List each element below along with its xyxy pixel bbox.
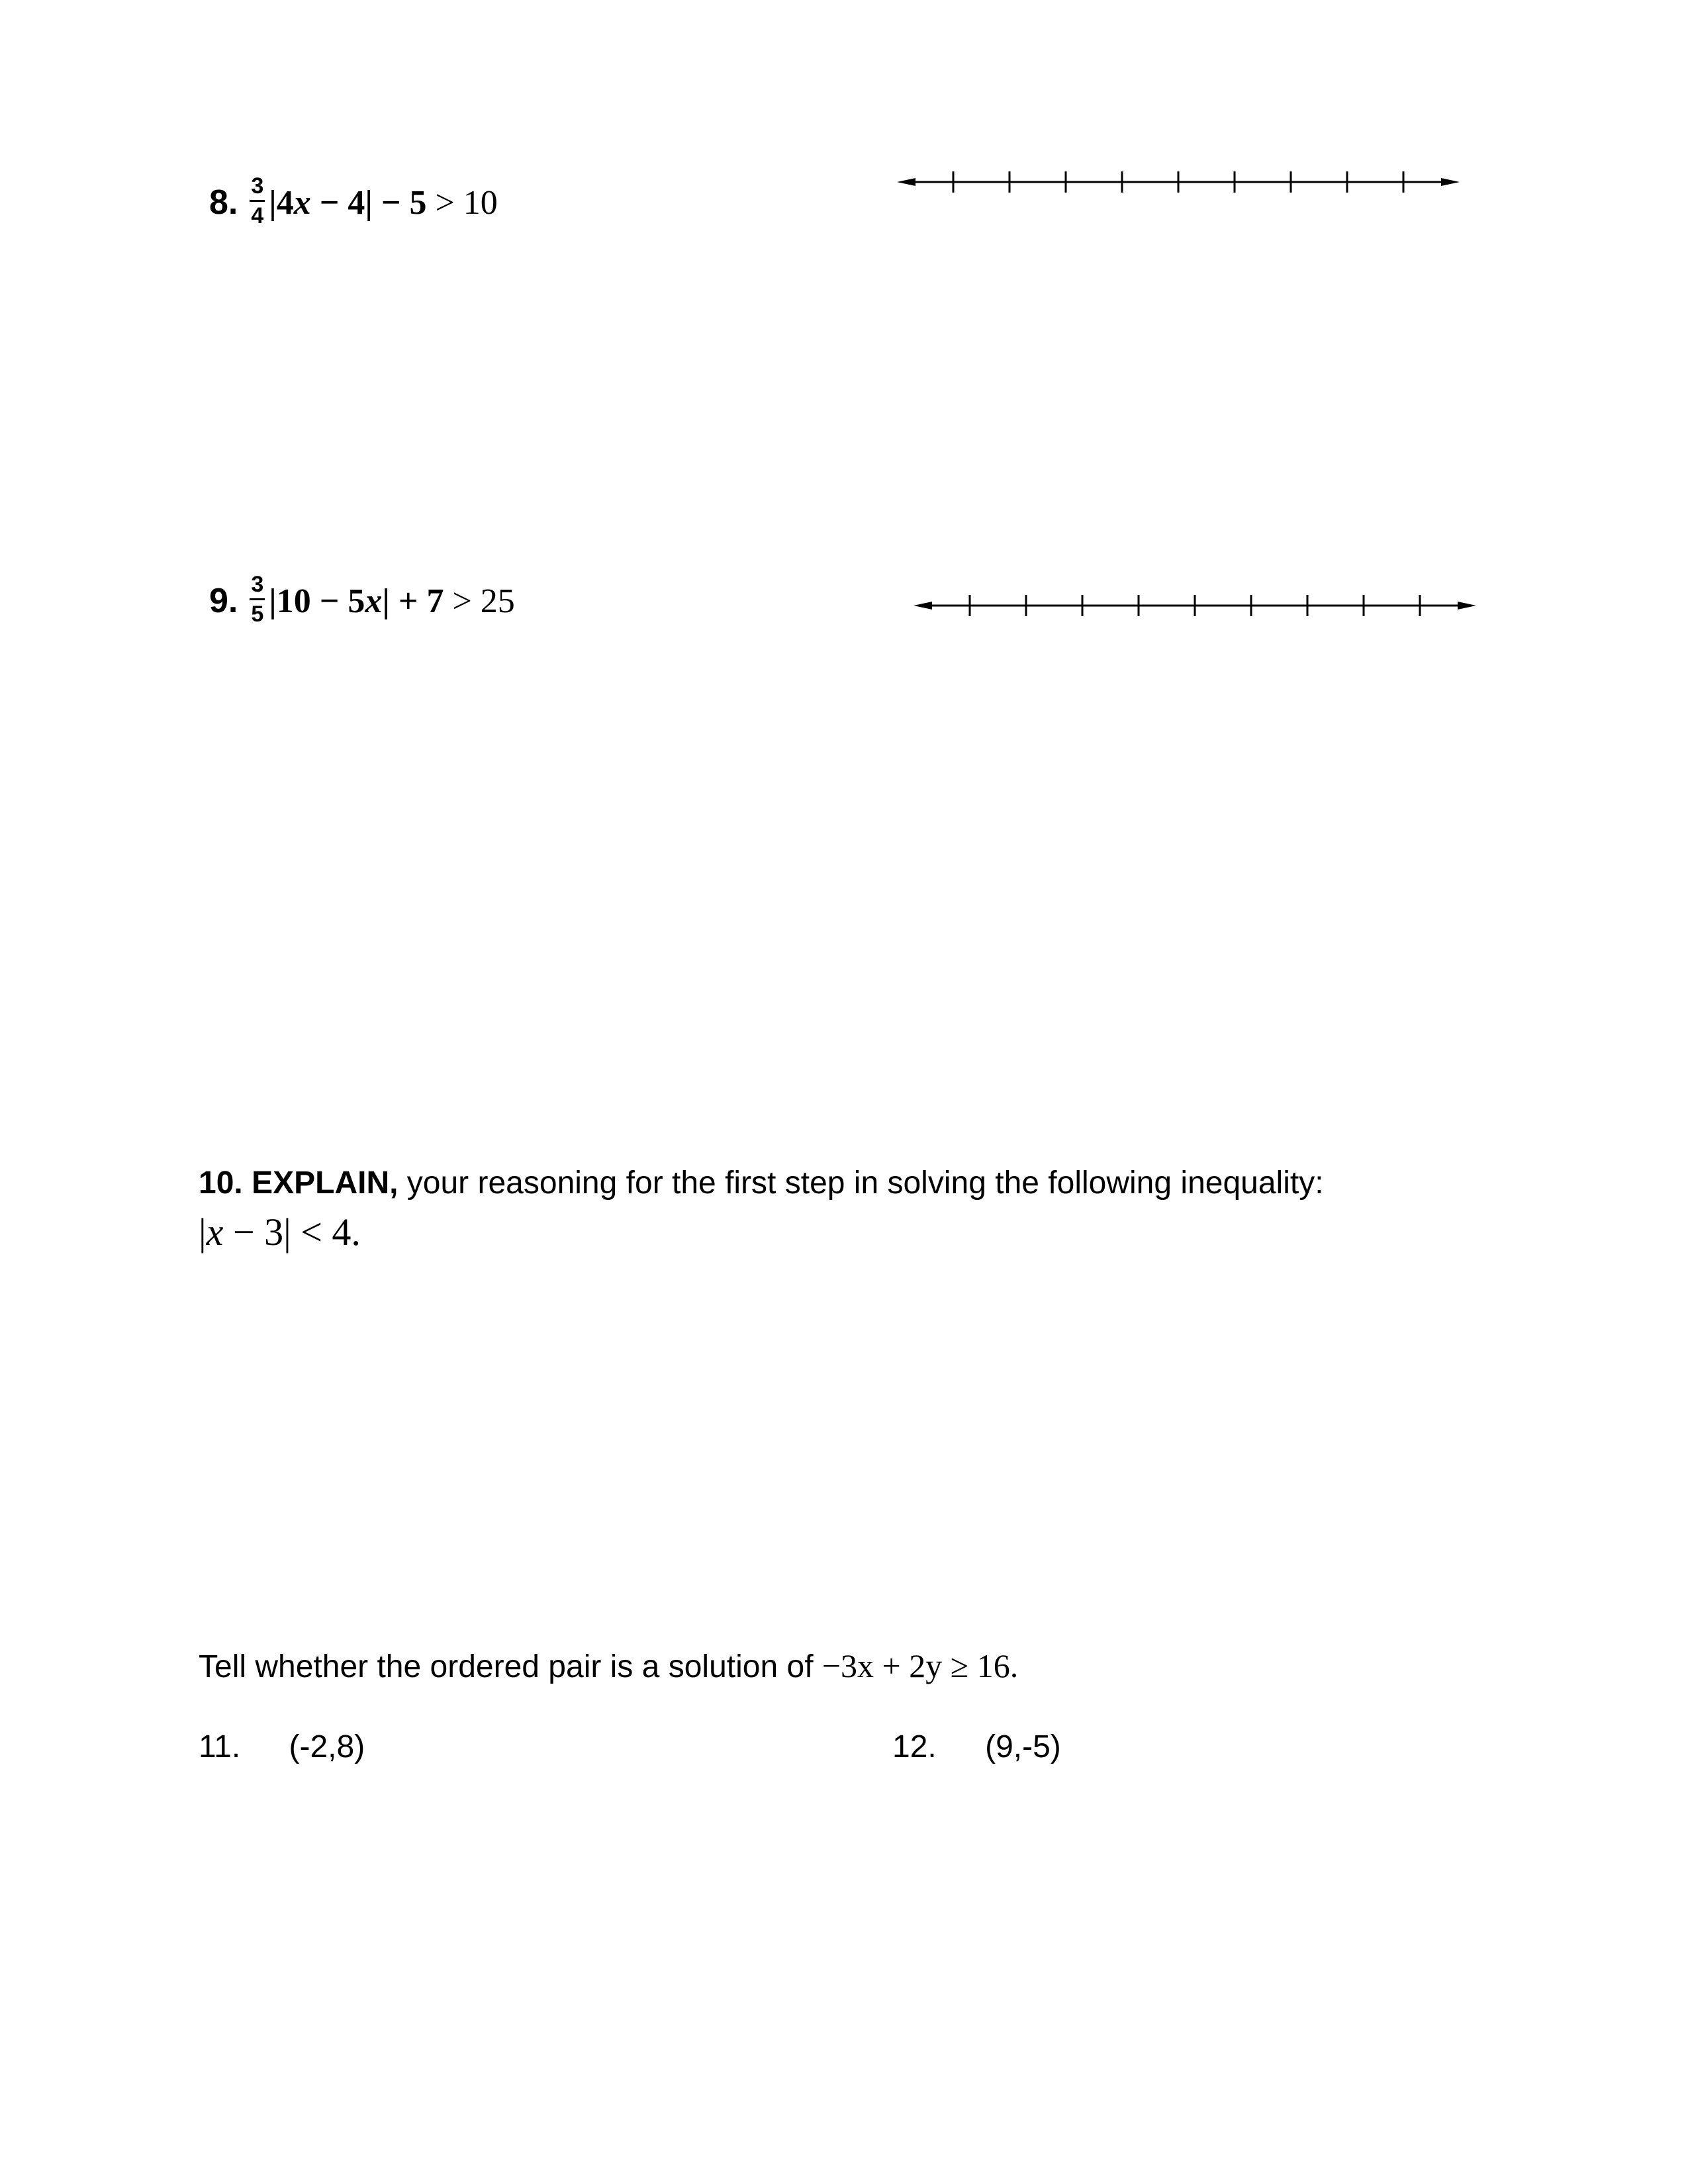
problem-number: 8. — [209, 183, 238, 222]
expression-coefficient: 4 — [276, 184, 294, 222]
fraction-denominator: 5 — [251, 602, 264, 627]
fraction-numerator: 3 — [250, 573, 265, 600]
explain-prompt: your reasoning for the first step in solving the following inequality: — [398, 1165, 1324, 1201]
inequality-relation: > 25 — [444, 582, 515, 621]
problem-number: 12. — [892, 1729, 937, 1764]
expression-rest: − 4| − 5 — [310, 184, 427, 222]
number-line-9[interactable] — [914, 592, 1476, 619]
problem-12 — [892, 1729, 1061, 1765]
right-arrowhead — [1441, 178, 1460, 186]
problem-10-prompt — [199, 1165, 1324, 1201]
problem-number: 9. — [209, 582, 238, 621]
expression-open: |10 − 5 — [269, 582, 365, 621]
problem-9 — [209, 572, 515, 629]
expression-rest: | + 7 — [382, 582, 444, 621]
inequality-relation: > 10 — [426, 184, 498, 222]
expression-variable: x — [365, 582, 383, 621]
right-arrowhead — [1458, 602, 1476, 610]
fraction-denominator: 4 — [251, 203, 264, 228]
ordered-pair: (9,-5) — [985, 1729, 1061, 1764]
explain-keyword: EXPLAIN, — [252, 1165, 399, 1201]
problem-8 — [209, 173, 498, 231]
instructions-text: Tell whether the ordered pair is a solution of — [199, 1649, 822, 1684]
problem-11 — [199, 1729, 365, 1765]
ordered-pair-instructions — [199, 1647, 1018, 1685]
expression-open: | — [269, 184, 277, 222]
problem-10-inequality — [199, 1210, 361, 1254]
fraction — [250, 175, 265, 227]
target-inequality: −3x + 2y ≥ 16. — [821, 1647, 1019, 1684]
math-rest: − 3| < 4. — [223, 1210, 361, 1253]
number-line-8[interactable] — [897, 169, 1460, 195]
math-variable: x — [206, 1210, 224, 1253]
ordered-pair: (-2,8) — [289, 1729, 365, 1764]
problem-number: 11. — [199, 1729, 241, 1764]
expression-variable: x — [293, 184, 311, 222]
math-open: | — [199, 1210, 207, 1253]
fraction — [250, 573, 265, 625]
problem-number: 10. — [199, 1165, 243, 1201]
fraction-numerator: 3 — [250, 175, 265, 202]
